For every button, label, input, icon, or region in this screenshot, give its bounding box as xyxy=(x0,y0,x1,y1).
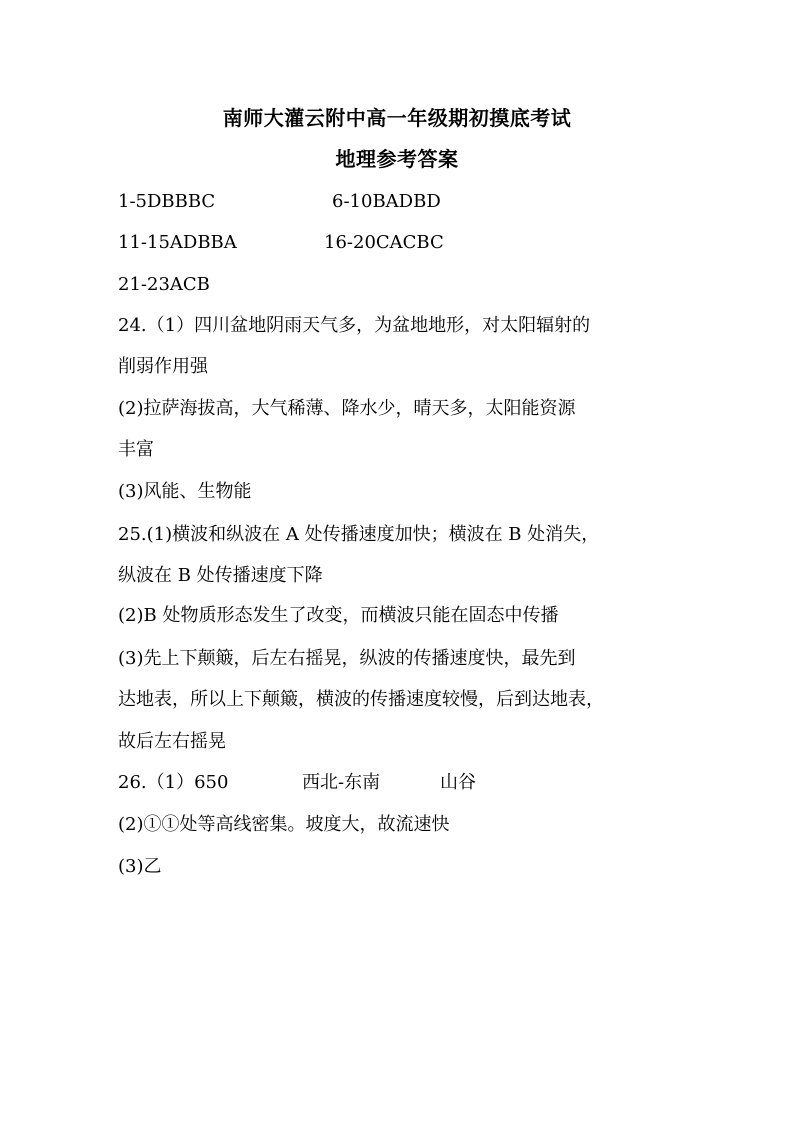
choice-answers-11-15: 11-15ADBBA xyxy=(118,232,237,253)
choice-answers-6-10: 6-10BADBD xyxy=(332,191,441,212)
q25-part2: (2)B 处物质形态发生了改变，而横波只能在固态中传播 xyxy=(118,605,559,626)
q24-part2-line2: 丰富 xyxy=(118,439,154,460)
q26-part3: (3)乙 xyxy=(118,856,162,877)
q25-part3-line3: 故后左右摇晃 xyxy=(118,731,226,752)
q24-part2-line1: (2)拉萨海拔高，大气稀薄、降水少，晴天多，太阳能资源 xyxy=(118,398,576,419)
document-subtitle: 地理参考答案 xyxy=(335,147,459,171)
document-title: 南师大灌云附中高一年级期初摸底考试 xyxy=(222,106,572,130)
choice-answers-21-23: 21-23ACB xyxy=(118,274,210,295)
choice-answers-16-20: 16-20CACBC xyxy=(324,232,444,253)
q25-part3-line2: 达地表，所以上下颠簸，横波的传播速度较慢，后到达地表， xyxy=(118,689,604,710)
q26-part1-landform: 山谷 xyxy=(440,772,476,793)
q26-part1-direction: 西北-东南 xyxy=(302,772,381,793)
q24-part3: (3)风能、生物能 xyxy=(118,481,252,502)
q25-part1-line1: 25.(1)横波和纵波在 A 处传播速度加快；横波在 B 处消失， xyxy=(118,524,600,545)
q26-part1-elevation: 26.（1）650 xyxy=(118,772,229,793)
q25-part3-line1: (3)先上下颠簸，后左右摇晃，纵波的传播速度快，最先到 xyxy=(118,648,576,669)
q24-part1-line1: 24.（1）四川盆地阴雨天气多，为盆地地形，对太阳辐射的 xyxy=(118,315,591,336)
q26-part2: (2)①①处等高线密集。坡度大，故流速快 xyxy=(118,814,450,835)
q25-part1-line2: 纵波在 B 处传播速度下降 xyxy=(118,565,323,586)
q24-part1-line2: 削弱作用强 xyxy=(118,356,208,377)
choice-answers-1-5: 1-5DBBBC xyxy=(118,191,216,212)
